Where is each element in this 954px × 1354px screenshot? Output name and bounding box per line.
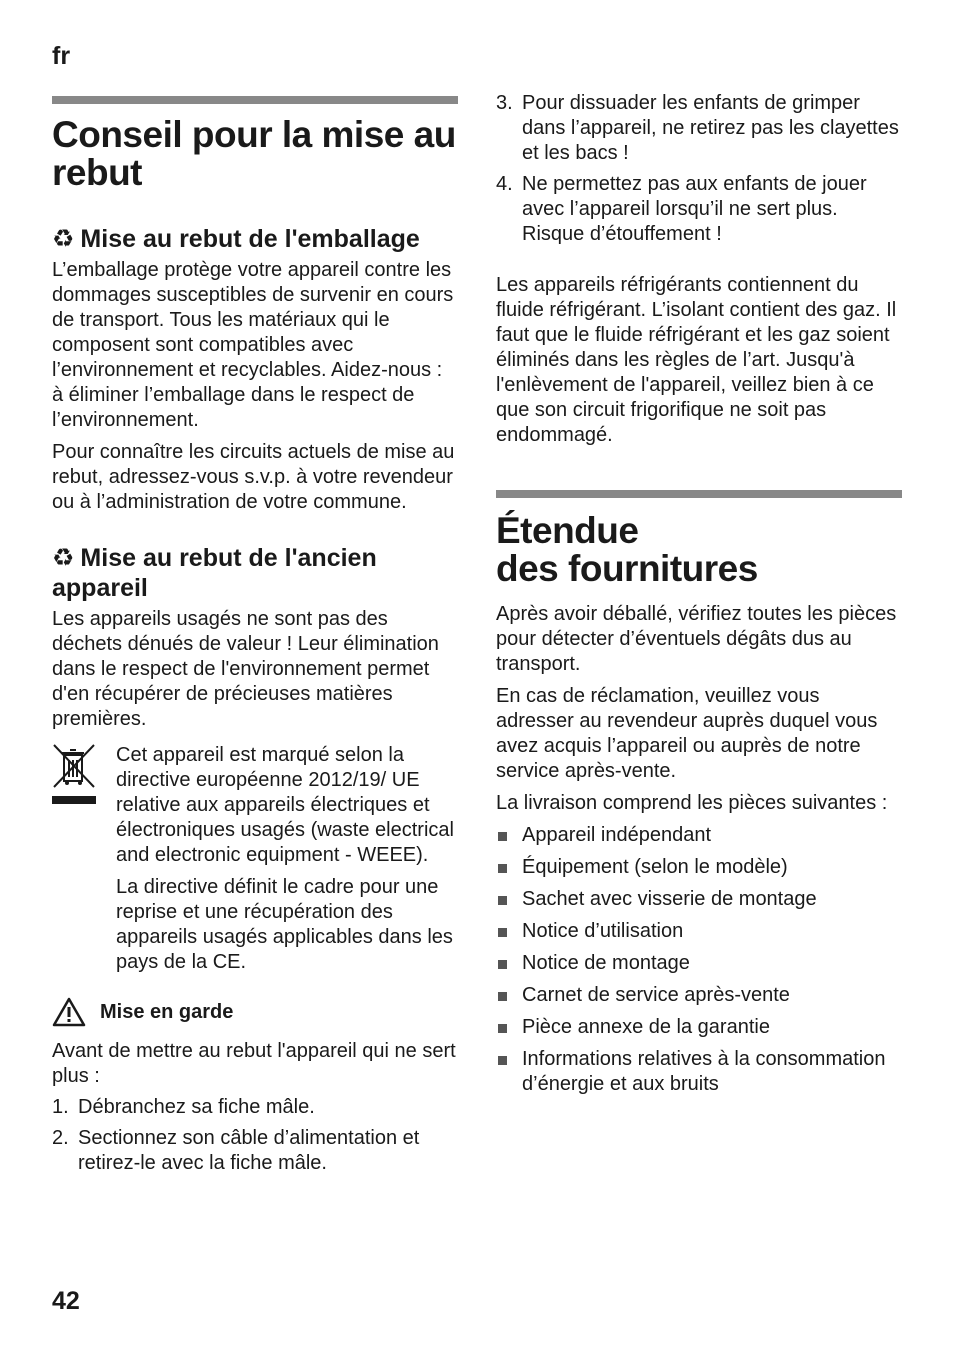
scope-paragraph-1: Après avoir déballé, vérifiez toutes les pièces pour détecter d’éventuels dégâts dus au transport. (496, 603, 897, 675)
list-item: 3. Pour dissuader les enfants de grimper dans l’appareil, ne retirez pas les clayettes et les bacs ! (496, 92, 899, 164)
recycle-icon: ♻ (52, 225, 75, 253)
list-item: Équipement (selon le modèle) (496, 855, 902, 880)
packaging-paragraph-1: L’emballage protège votre appareil contre les dommages susceptibles de survenir en cours de transport. Tous les matériaux qui le composent sont compatibles avec l’environnement et recyclables. Aidez-nous : à éliminer l’emballage dans le respect de l’environnement. (52, 259, 454, 431)
list-item: 1. Débranchez sa fiche mâle. (52, 1096, 315, 1118)
scope-title: Étendue des fournitures (496, 510, 758, 589)
crossed-bin-icon (52, 743, 96, 807)
left-column (52, 0, 458, 1182)
warning-steps (52, 1095, 458, 1176)
section-rule (52, 96, 458, 104)
list-item: Notice de montage (496, 951, 902, 976)
old-appliance-paragraph: Les appareils usagés ne sont pas des déchets dénués de valeur ! Leur élimination dans le respect de l'environnement permet d'en récupérer de précieuses matières premières. (52, 608, 439, 730)
list-item: 2. Sectionnez son câble d’alimentation et retirez-le avec la fiche mâle. (52, 1127, 420, 1174)
packaging-heading: ♻ Mise au rebut de l'emballage (52, 225, 420, 253)
scope-paragraph-2: En cas de réclamation, veuillez vous adresser au revendeur auprès duquel vous avez acquis l’appareil ou auprès de notre service après-vente. (496, 685, 878, 782)
warning-steps-continued (496, 91, 902, 247)
weee-block (52, 743, 458, 975)
list-item: Sachet avec visserie de montage (496, 887, 902, 912)
right-column (496, 0, 902, 1104)
recycle-icon: ♻ (52, 544, 75, 572)
list-item: 4. Ne permettez pas aux enfants de jouer avec l’appareil lorsqu’il ne sert plus. Risque d’étouffement ! (496, 173, 867, 245)
warning-heading: Mise en garde (52, 997, 458, 1027)
language-tag: fr (52, 42, 71, 70)
page-number: 42 (52, 1287, 80, 1315)
old-appliance-heading: ♻ Mise au rebut de l'ancien appareil (52, 544, 377, 602)
warning-triangle-icon (52, 997, 86, 1027)
disposal-title: Conseil pour la mise au rebut (52, 114, 456, 193)
list-item: Informations relatives à la consommation d’énergie et aux bruits (496, 1047, 902, 1097)
refrigerant-paragraph: Les appareils réfrigérants contiennent du fluide réfrigérant. L’isolant contient des gaz. Il faut que le fluide réfrigérant et les gaz soient éliminés dans les règles de l’art. Jusqu'à l'enlèvement de l'appareil, veillez bien à ce que son circuit frigorifique ne soit pas endommagé. (496, 274, 897, 446)
delivery-list (496, 823, 902, 1097)
list-item: Carnet de service après-vente (496, 983, 902, 1008)
list-item: Pièce annexe de la garantie (496, 1015, 902, 1040)
weee-paragraph-1: Cet appareil est marqué selon la directive européenne 2012/19/ UE relative aux appareils électriques et électroniques usagés (waste electrical and electronic equipment - WEEE). (116, 744, 454, 866)
section-rule (496, 490, 902, 498)
warning-intro: Avant de mettre au rebut l'appareil qui ne sert plus : (52, 1040, 456, 1087)
list-item: Appareil indépendant (496, 823, 902, 848)
list-item: Notice d’utilisation (496, 919, 902, 944)
weee-paragraph-2: La directive définit le cadre pour une reprise et une récupération des appareils usagés applicables dans les pays de la CE. (116, 876, 453, 973)
scope-paragraph-3: La livraison comprend les pièces suivantes : (496, 792, 888, 814)
packaging-paragraph-2: Pour connaître les circuits actuels de mise au rebut, adressez-vous s.v.p. à votre revendeur ou à l’administration de votre commune. (52, 441, 455, 513)
